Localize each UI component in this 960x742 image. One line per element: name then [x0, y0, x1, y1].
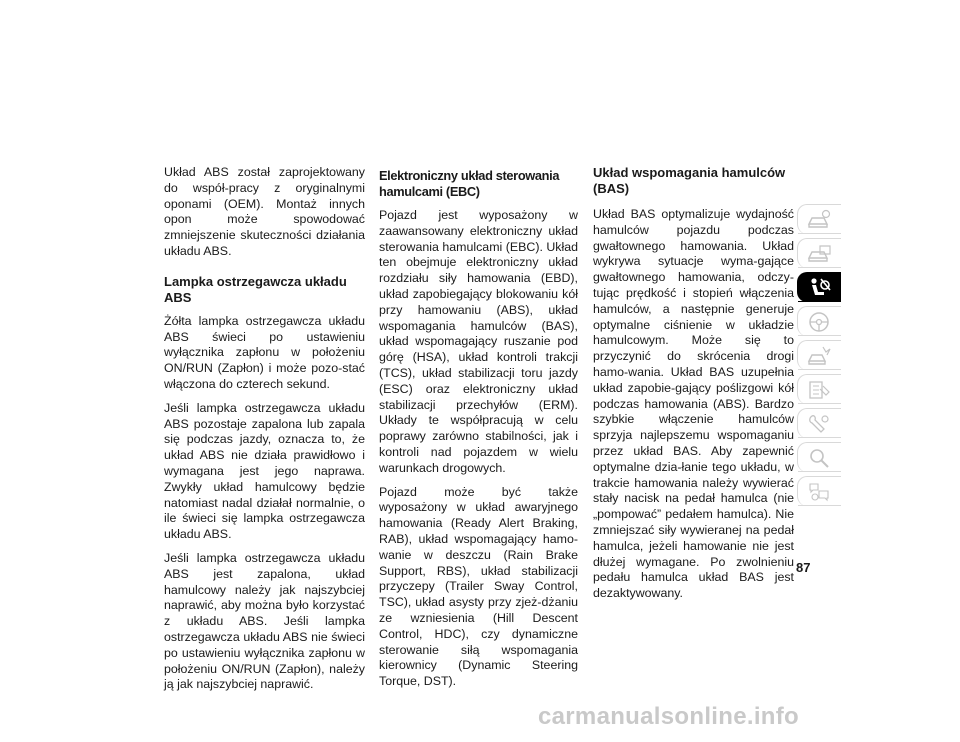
- tab-service[interactable]: [797, 408, 841, 438]
- tab-languages[interactable]: [797, 476, 841, 506]
- page-number: 87: [796, 560, 811, 575]
- seat-airbag-icon: [806, 276, 832, 300]
- multilingual-icon: [806, 480, 832, 504]
- right-column: [593, 165, 794, 610]
- tab-car-controls[interactable]: [797, 238, 841, 268]
- section-heading: Elektroniczny układ sterowania hamulcami (EBC): [379, 168, 560, 199]
- section-heading: Układ wspomagania hamulców (BAS): [593, 165, 786, 196]
- middle-column: [379, 168, 578, 698]
- tab-maintenance[interactable]: [797, 374, 841, 404]
- paragraph: Jeśli lampka ostrzegawcza układu ABS jest zapalona, układ hamulcowy należy jak najszybciej naprawić, aby można było korzystać z układu ABS. Jeśli lampka ostrzegawcza układu ABS nie świeci po ustawieniu wyłącznika zapłonu w położeniu ON/RUN (Zapłon), należy ją jak najszybciej naprawić.: [164, 550, 365, 692]
- section-heading: Lampka ostrzegawcza układu ABS: [164, 273, 347, 305]
- car-controls-icon: [806, 242, 832, 266]
- paragraph: Pojazd może być także wyposażony w układ awaryjnego hamowania (Ready Alert Braking, RAB), układ wspomagający hamo-wanie w deszczu (Rain Brake Support, RBS), układ stabilizacji przyczepy (Trailer Sway Control, TSC), układ asysty przy zjeż-dżaniu ze wzniesienia (Hill Descent Control, HDC), czy dynamiczne sterowanie siłą wspomagania kierownicy (Dynamic Steering Torque, DST).: [379, 484, 578, 689]
- paragraph: Układ ABS został zaprojektowany do współ-pracy z oryginalnymi oponami (OEM). Montaż innych opon może spowodować zmniejszenie skuteczności działania układu ABS.: [164, 165, 365, 258]
- tab-safety[interactable]: [797, 272, 841, 302]
- watermark: carmanualsonline.info: [538, 703, 800, 730]
- wrench-car-icon: [806, 412, 832, 436]
- paragraph: Pojazd jest wyposażony w zaawansowany elektroniczny układ sterowania hamulcami (EBC). Układ ten obejmuje elektroniczny układ rozdziału siły hamowania (EBD), układ zapobiegający blokowaniu kół przy hamowaniu (ABS), układ wspomagania hamulców (BAS), układ wspomagający ruszanie pod górę (HSA), układ kontroli trakcji (TCS), układ stabilizacji toru jazdy (ESC) oraz elektroniczny układ stabilizacji przechyłów (ERM). Układy te współpracują w celu poprawy zarówno stabilności, jak i kontroli nad pojazdem w wielu warunkach drogowych.: [379, 208, 579, 475]
- chapter-tabs: [797, 204, 841, 510]
- tab-emergency[interactable]: [797, 340, 841, 370]
- steering-wheel-icon: [806, 310, 832, 334]
- left-column: [164, 165, 365, 701]
- tab-index[interactable]: [797, 442, 841, 472]
- tab-driving[interactable]: [797, 306, 841, 336]
- magnifier-icon: [806, 446, 832, 470]
- car-info-icon: [806, 208, 832, 232]
- paragraph: Żółta lampka ostrzegawcza układu ABS świeci po ustawieniu wyłącznika zapłonu w położeniu ON/RUN (Zapłon) i może pozo-stać włączona do czterech sekund.: [164, 313, 365, 391]
- maintenance-icon: [806, 378, 832, 402]
- tab-car-info[interactable]: [797, 204, 841, 234]
- car-crash-icon: [806, 344, 832, 368]
- paragraph: Układ BAS optymalizuje wydajność hamulców pojazdu podczas gwałtownego hamowania. Układ wykrywa sytuacje wyma-gające gwałtownego hamowania, odczy-tując prędkość i stopień włączenia hamulców, a następnie generuje optymalne ciśnienie w układzie hamulcowym. Może się to przyczynić do skrócenia drogi hamo-wania. Układ BAS uzupełnia układ zapobie-gający poślizgowi kół podczas hamowania (ABS). Bardzo szybkie włączenie hamulców sprzyja najlepszemu wspomaganiu przez układ BAS. Aby zapewnić optymalne dzia-łanie tego układu, w trakcie hamowania należy wywierać stały nacisk na pedał hamulca (nie „pompować” pedałem hamulca). Nie zmniejszać siły wywieranej na pedał hamulca, jeżeli hamowanie nie jest dłużej wymagane. Po zwolnieniu pedału hamulca układ BAS jest dezaktywowany.: [593, 207, 794, 601]
- paragraph: Jeśli lampka ostrzegawcza układu ABS pozostaje zapalona lub zapala się podczas jazdy, oznacza to, że układ ABS nie działa prawidłowo i wymagana jest jego naprawa. Zwykły układ hamulcowy będzie natomiast nadal działał normalnie, o ile świeci się lampka ostrzegawcza układu ABS.: [164, 400, 365, 542]
